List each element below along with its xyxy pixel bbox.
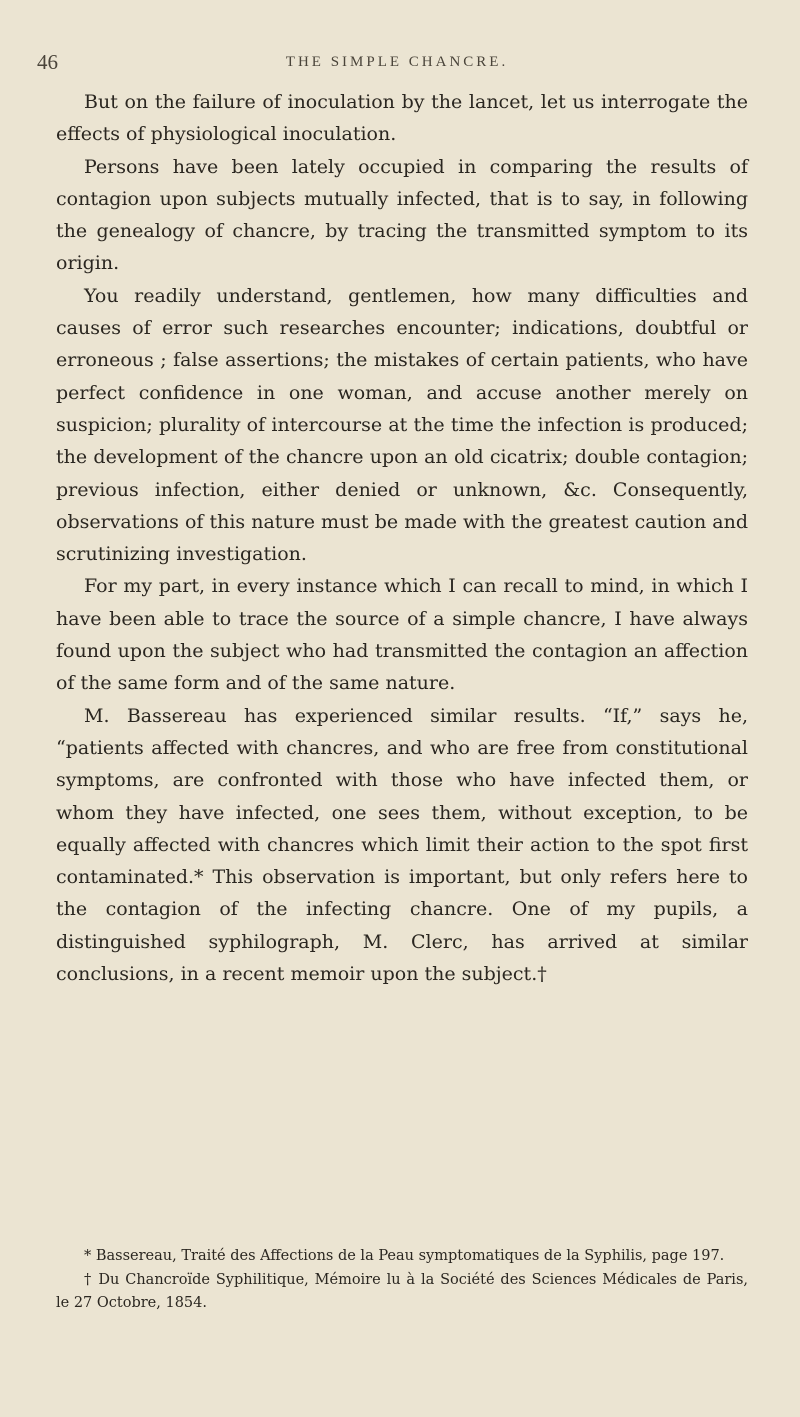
paragraph: Persons have been lately occupied in comparing the results of contagion upon subjects mutually infected, that is to say, in following the genealogy of chancre, by tracing the transmitted symptom to its origin. xyxy=(56,155,748,275)
paragraph: But on the failure of inoculation by the lancet, let us interrogate the effects of physiological inoculation. xyxy=(56,91,748,146)
page-number: 46 xyxy=(37,50,58,74)
paragraph: For my part, in every instance which I can recall to mind, in which I have been able to trace the source of a simple chancre, I have always found upon the subject who had transmitted the contagion an affection of the same form and of the same nature. xyxy=(56,575,748,695)
footnotes xyxy=(56,1245,748,1316)
paragraph: You readily understand, gentlemen, how many difficulties and causes of error such researches encounter; indications, doubtful or erroneous ; false assertions; the mistakes of certain patients, who have perfect confidence in one woman, and accuse another merely on suspicion; plurality of intercourse at the time the infection is produced; the development of the chancre upon an old cicatrix; double contagion; previous infection, either denied or unknown, &c. Consequently, observations of this nature must be made with the greatest caution and scrutinizing investigation. xyxy=(56,284,748,566)
body-text xyxy=(56,86,748,990)
footnote: * Bassereau, Traité des Affections de la Peau symptomatiques de la Syphilis, page 197. xyxy=(84,1248,725,1264)
paragraph: M. Bassereau has experienced similar results. “If,” says he, “patients affected with chancres, and who are free from constitutional symptoms, are confronted with those who have infected them, or whom they have infected, one sees them, without exception, to be equally affected with chancres which limit their action to the spot first contaminated.* This observation is important, but only refers here to the contagion of the infecting chancre. One of my pupils, a distinguished syphilograph, M. Clerc, has arrived at similar conclusions, in a recent memoir upon the subject.† xyxy=(56,704,748,986)
footnote: † Du Chancroïde Syphilitique, Mémoire lu à la Société des Sciences Médicales de Paris, le 27 Octobre, 1854. xyxy=(56,1271,748,1311)
running-head xyxy=(37,50,757,80)
running-title: THE SIMPLE CHANCRE. xyxy=(285,54,509,70)
